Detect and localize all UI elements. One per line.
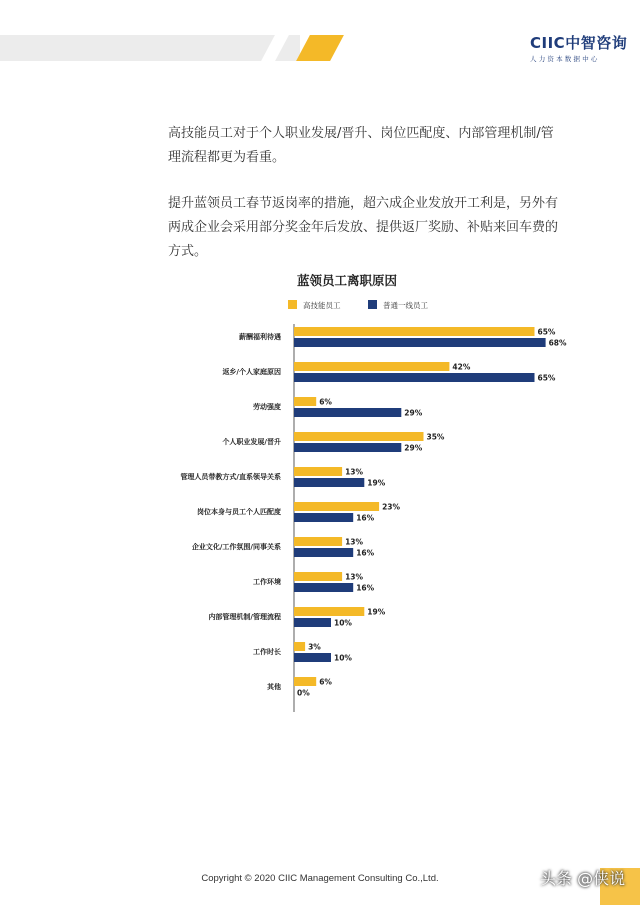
logo-brand-cn: 中智咨询 <box>565 34 628 52</box>
paragraph-1: 高技能员工对于个人职业发展/晋升、岗位匹配度、内部管理机制/管理流程都更为看重。 <box>168 126 554 165</box>
legend-swatch-1 <box>288 300 297 309</box>
logo-brand-en: CIIC <box>530 34 566 52</box>
header-accent-stripe <box>296 35 344 61</box>
category-label: 薪酬福利待遇 <box>239 333 281 341</box>
category-label: 其他 <box>267 683 281 691</box>
bar-frontline <box>294 443 401 452</box>
category-label: 工作时长 <box>253 648 281 656</box>
bar-high-skill <box>294 642 305 651</box>
logo-tagline: 人力资本数据中心 <box>530 55 600 63</box>
category-label: 管理人员带教方式/直系领导关系 <box>180 473 281 481</box>
bar-high-skill <box>294 432 424 441</box>
bar-frontline <box>294 653 331 662</box>
data-label: 65% <box>537 327 556 337</box>
data-label: 23% <box>382 502 401 512</box>
data-label: 65% <box>537 373 556 383</box>
legend-label-1: 高技能员工 <box>303 301 341 310</box>
data-label: 19% <box>367 607 386 617</box>
data-label: 3% <box>308 642 321 652</box>
turnover-reasons-chart <box>140 268 567 713</box>
chart-title: 蓝领员工离职原因 <box>296 273 398 288</box>
data-label: 6% <box>319 677 332 687</box>
data-label: 16% <box>356 513 375 523</box>
data-label: 68% <box>548 338 567 348</box>
bar-high-skill <box>294 467 342 476</box>
category-label: 企业文化/工作氛围/同事关系 <box>191 543 281 551</box>
data-label: 10% <box>334 618 352 628</box>
bar-high-skill <box>294 362 449 371</box>
header-band <box>0 35 300 61</box>
data-label: 13% <box>345 537 364 547</box>
bar-frontline <box>294 583 353 592</box>
category-label: 内部管理机制/管理流程 <box>208 613 281 621</box>
bar-high-skill <box>294 572 342 581</box>
data-label: 16% <box>356 548 375 558</box>
data-label: 29% <box>404 408 423 418</box>
watermark: 头条 @侠说 <box>540 869 626 888</box>
bar-high-skill <box>294 327 535 336</box>
bar-high-skill <box>294 677 316 686</box>
bar-high-skill <box>294 397 316 406</box>
data-label: 42% <box>452 362 471 372</box>
data-label: 35% <box>426 432 445 442</box>
data-label: 13% <box>345 572 364 582</box>
data-label: 29% <box>404 443 423 453</box>
legend-label-2: 普通一线员工 <box>383 301 428 310</box>
bar-frontline <box>294 408 401 417</box>
logo-wordmark <box>530 32 628 53</box>
data-label: 19% <box>367 478 386 488</box>
category-label: 工作环境 <box>253 578 281 586</box>
category-label: 劳动强度 <box>253 403 281 411</box>
bar-frontline <box>294 373 535 382</box>
bar-high-skill <box>294 607 364 616</box>
bar-frontline <box>294 618 331 627</box>
data-label: 0% <box>297 688 310 698</box>
data-label: 16% <box>356 583 375 593</box>
bar-frontline <box>294 513 353 522</box>
category-label: 岗位本身与员工个人匹配度 <box>197 508 281 516</box>
paragraph-2: 提升蓝领员工春节返岗率的措施，超六成企业发放开工利是，另外有两成企业会采用部分奖金年后发放、提供返厂奖励、补贴来回车费的方式。 <box>168 196 559 259</box>
footer-copyright: Copyright © 2020 CIIC Management Consulting Co.,Ltd. <box>201 873 439 884</box>
bar-high-skill <box>294 502 379 511</box>
bar-frontline <box>294 338 546 347</box>
bar-frontline <box>294 478 364 487</box>
legend-swatch-2 <box>368 300 377 309</box>
bar-frontline <box>294 548 353 557</box>
category-label: 个人职业发展/晋升 <box>222 438 281 446</box>
ciic-logo <box>530 32 628 64</box>
data-label: 6% <box>319 397 332 407</box>
category-label: 返乡/个人家庭原因 <box>222 368 281 376</box>
data-label: 13% <box>345 467 364 477</box>
data-label: 10% <box>334 653 352 663</box>
bar-high-skill <box>294 537 342 546</box>
